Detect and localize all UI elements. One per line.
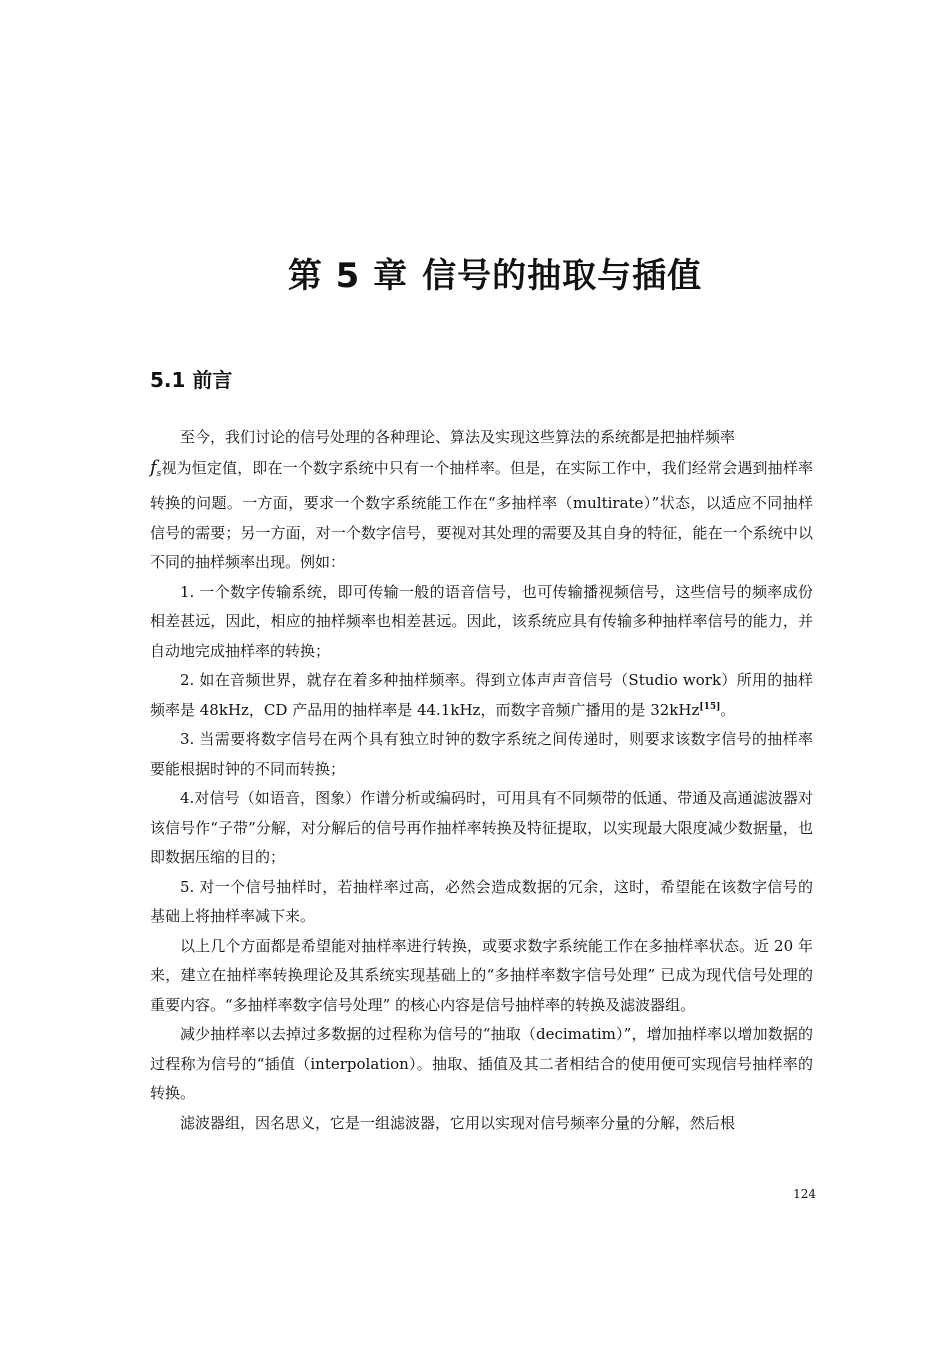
list-item-5: 5. 对一个信号抽样时，若抽样率过高，必然会造成数据的冗余，这时，希望能在该数字信号的基础上将抽样率减下来。 bbox=[150, 877, 813, 925]
chapter-prefix: 第 bbox=[287, 256, 323, 296]
citation-ref: [15] bbox=[699, 701, 721, 712]
paragraph-decimation: 减少抽样率以去掉过多数据的过程称为信号的“抽取（decimatim）”，增加抽样率以增加数据的过程称为信号的“插值（interpolation）。抽取、插值及其二者相结合的使用便可实现信号抽样率的转换。 bbox=[150, 1025, 813, 1102]
chapter-number: 5 bbox=[335, 256, 361, 296]
body-text bbox=[150, 423, 813, 1138]
list-item-3: 3. 当需要将数字信号在两个具有独立时钟的数字系统之间传递时，则要求该数字信号的抽样率要能根据时钟的不同而转换； bbox=[150, 730, 813, 778]
section-number: 5.1 bbox=[150, 368, 186, 392]
list-item-2: 2. 如在音频世界，就存在着多种抽样频率。得到立体声声音信号（Studio work）所用的抽样频率是 48kHz，CD 产品用的抽样率是 44.1kHz，而数字音频广播用的是 32kHz[15]。 bbox=[150, 671, 813, 719]
paragraph-filter-bank: 滤波器组，因名思义，它是一组滤波器，它用以实现对信号频率分量的分解，然后根 bbox=[180, 1113, 736, 1132]
section-title bbox=[150, 364, 232, 393]
chapter-title-text: 信号的抽取与插值 bbox=[422, 256, 703, 296]
paragraph-intro: 至今，我们讨论的信号处理的各种理论、算法及实现这些算法的系统都是把抽样频率 $f_s$视为恒定值，即在一个数字系统中只有一个抽样率。但是，在实际工作中，我们经常会遇到抽样率转换的问题。一方面，要求一个数字系统能工作在“多抽样率（multirate）”状态，以适应不同抽样信号的需要；另一方面，对一个数字信号，要视对其处理的需要及其自身的特征，能在一个系统中以不同的抽样频率出现。例如： bbox=[150, 428, 813, 571]
chapter-suffix: 章 bbox=[373, 256, 409, 296]
paragraph-multirate: 以上几个方面都是希望能对抽样率进行转换，或要求数字系统能工作在多抽样率状态。近 20 年来，建立在抽样率转换理论及其系统实现基础上的“多抽样率数字信号处理” 已成为现代信号处理的重要内容。“多抽样率数字信号处理” 的核心内容是信号抽样率的转换及滤波器组。 bbox=[150, 936, 813, 1014]
section-title-text: 前言 bbox=[192, 368, 233, 392]
sampling-frequency-symbol: $f_s$ bbox=[150, 456, 162, 479]
chapter-title bbox=[0, 248, 950, 297]
page-number: 124 bbox=[793, 1187, 816, 1201]
list-item-1: 1. 一个数字传输系统，即可传输一般的语音信号，也可传输播视频信号，这些信号的频率成份相差甚远，因此，相应的抽样频率也相差甚远。因此，该系统应具有传输多种抽样率信号的能力，并自动地完成抽样率的转换； bbox=[150, 582, 813, 660]
list-item-4: 4.对信号（如语音，图象）作谱分析或编码时，可用具有不同频带的低通、带通及高通滤波器对该信号作“子带”分解，对分解后的信号再作抽样率转换及特征提取，以实现最大限度减少数据量，也即数据压缩的目的； bbox=[150, 789, 813, 866]
